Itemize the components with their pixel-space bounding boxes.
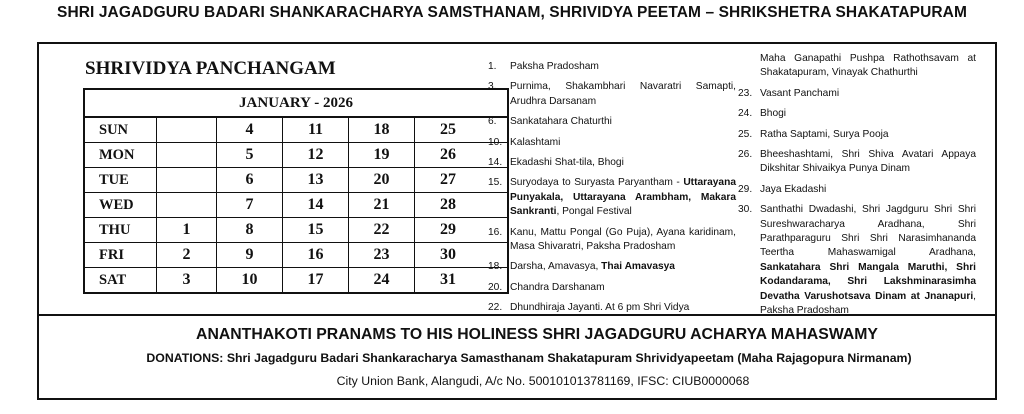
- event-continuation: [738, 52, 976, 81]
- calendar-date-cell: 14: [283, 193, 349, 217]
- calendar-day-label: THU: [85, 218, 157, 242]
- calendar-row: [85, 118, 507, 143]
- event-date: 15.: [488, 177, 503, 189]
- calendar-date-cell: 23: [349, 243, 415, 267]
- event-item: [738, 183, 976, 197]
- event-item: [488, 226, 736, 255]
- event-text-part: Bhogi: [760, 108, 787, 120]
- event-date: 24.: [738, 108, 753, 120]
- event-text-part: Sankatahara Chaturthi: [510, 116, 612, 128]
- calendar-date-cell: 24: [349, 268, 415, 292]
- event-item: [738, 203, 976, 318]
- calendar-date-cell: 5: [217, 143, 283, 167]
- event-item: [488, 176, 736, 219]
- donations-label: DONATIONS:: [146, 351, 224, 365]
- event-text: [510, 60, 736, 74]
- event-text: [760, 203, 976, 318]
- calendar-row: [85, 243, 507, 268]
- calendar-date-cell: 28: [440, 196, 456, 213]
- calendar-day-label: TUE: [85, 168, 157, 192]
- event-text: [510, 115, 736, 129]
- events-column-2: [738, 52, 976, 325]
- event-date: 6.: [488, 116, 497, 128]
- calendar-date-cell: 16: [283, 243, 349, 267]
- event-text-part: Darsha, Amavasya,: [510, 261, 602, 273]
- event-date: 30.: [738, 204, 753, 216]
- event-text-part: , Paksha Pradosham: [760, 290, 976, 317]
- calendar-date-cell: 18: [349, 118, 415, 142]
- calendar-date-cell: 1: [157, 218, 217, 242]
- pranams-text: ANANTHAKOTI PRANAMS TO HIS HOLINESS SHRI JAGADGURU ACHARYA MAHASWAMY: [196, 326, 878, 343]
- calendar-date-cell: 9: [217, 243, 283, 267]
- event-text-part: Vasant Panchami: [760, 87, 840, 99]
- event-text-part: Kanu, Mattu Pongal (Go Puja), Ayana karidinam, Masa Shivaratri, Paksha Pradosham: [510, 226, 736, 253]
- footer-divider: [39, 314, 995, 316]
- event-text-part: Paksha Pradosham: [510, 61, 599, 72]
- calendar-row: [85, 268, 507, 292]
- event-text: [510, 80, 736, 109]
- event-date: 16.: [488, 226, 503, 238]
- calendar-date-cell: 2: [157, 243, 217, 267]
- event-date: 26.: [738, 149, 753, 161]
- calendar-date-cell: [157, 143, 217, 167]
- event-text-bold: Sankatahara Shri Mangala Maruthi, Shri Kodandarama, Shri Lakshminarasimha Devatha Varushotsava Dinam at Jnanapuri: [760, 261, 976, 302]
- event-item: [738, 87, 976, 101]
- calendar-date-cell: 19: [349, 143, 415, 167]
- calendar-day-label: FRI: [85, 243, 157, 267]
- event-date: 22.: [488, 302, 503, 314]
- events-column-2-list: [738, 87, 976, 319]
- calendar-row: [85, 193, 507, 218]
- calendar-date-cell: 27: [440, 171, 456, 188]
- event-item: [738, 107, 976, 121]
- calendar-date-cell: 26: [440, 146, 456, 163]
- event-date: 18.: [488, 261, 503, 273]
- event-text: [510, 260, 736, 274]
- event-text-part: , Pongal Festival: [556, 206, 632, 218]
- event-date: 29.: [738, 183, 753, 195]
- event-text-part: Suryodaya to Suryasta Paryantham -: [510, 177, 684, 189]
- event-item: [738, 148, 976, 177]
- event-date: 25.: [738, 128, 753, 140]
- calendar-date-cell: [157, 118, 217, 142]
- donations-line: [39, 351, 995, 365]
- calendar-date-cell: 10: [217, 268, 283, 292]
- event-item: [488, 156, 736, 170]
- event-item: [488, 281, 736, 295]
- event-text-part: Dhundhiraja Jayanti. At 6 pm Shri Vidya: [510, 302, 690, 314]
- event-text-part: Santhathi Dwadashi, Shri Jagdguru Shri Shri Sureshwaracharya Aradhana, Shri Parathparaguru Shri Shri Narasimhananda Teertha Mahaswamigal Aradhana,: [760, 204, 976, 259]
- event-date: 23.: [738, 87, 753, 99]
- calendar-date-cell: 21: [349, 193, 415, 217]
- event-text: [510, 281, 736, 295]
- calendar-day-label: WED: [85, 193, 157, 217]
- event-text-part: Purnima, Shakambhari Navaratri Samapti, Arudhra Darsanam: [510, 81, 736, 107]
- calendar-date-cell: 31: [440, 271, 456, 288]
- events-column-1: [488, 60, 736, 322]
- event-item: [738, 128, 976, 142]
- event-text-part: Ekadashi Shat-tila, Bhogi: [510, 157, 624, 169]
- calendar-day-label: MON: [85, 143, 157, 167]
- calendar-row: [85, 143, 507, 168]
- calendar-row: [85, 168, 507, 193]
- event-item: [488, 60, 736, 74]
- calendar-date-cell: 25: [440, 121, 456, 138]
- bank-details: City Union Bank, Alangudi, A/c No. 500101013781169, IFSC: CIUB0000068: [336, 374, 750, 388]
- event-item: [488, 260, 736, 274]
- calendar-date-cell: [157, 168, 217, 192]
- event-text: [760, 128, 976, 142]
- panchangam-frame: [37, 42, 997, 400]
- event-text-part: Ratha Saptami, Surya Pooja: [760, 128, 889, 140]
- calendar-day-label: SUN: [85, 118, 157, 142]
- calendar-date-cell: 13: [283, 168, 349, 192]
- calendar-date-cell: 3: [157, 268, 217, 292]
- calendar-date-cell: [157, 193, 217, 217]
- event-date: 1.: [488, 61, 497, 72]
- calendar-date-cell: 11: [283, 118, 349, 142]
- calendar-month: JANUARY - 2026: [85, 90, 507, 118]
- calendar-date-cell: 17: [283, 268, 349, 292]
- calendar-date-cell: 7: [217, 193, 283, 217]
- event-text: [760, 183, 976, 197]
- event-text: [510, 226, 736, 255]
- event-text: [510, 136, 736, 150]
- calendar-date-cell: 30: [440, 246, 456, 263]
- calendar-table: [83, 88, 509, 294]
- calendar-date-cell: 6: [217, 168, 283, 192]
- event-text: [510, 176, 736, 219]
- calendar-title: SHRIVIDYA PANCHANGAM: [85, 58, 336, 79]
- event-text: [760, 148, 976, 177]
- event-text: Maha Ganapathi Pushpa Rathothsavam at Shakatapuram, Vinayak Chathurthi: [760, 53, 976, 79]
- event-text-bold: Uttarayana Punyakala, Uttarayana Arambham, Makara Sankranti: [510, 177, 736, 218]
- event-text-part: Kalashtami: [510, 136, 561, 148]
- event-text-part: Bheeshashtami, Shri Shiva Avatari Appaya Dikshitar Shivaikya Punya Dinam: [760, 149, 976, 175]
- event-text-part: Chandra Darshanam: [510, 281, 605, 293]
- calendar-date-cell: 15: [283, 218, 349, 242]
- event-date: 10.: [488, 136, 503, 148]
- event-item: [488, 136, 736, 150]
- event-text-part: Jaya Ekadashi: [760, 183, 827, 195]
- event-date: 3.: [488, 81, 497, 93]
- calendar-date-cell: 4: [217, 118, 283, 142]
- calendar-date-cell: 22: [349, 218, 415, 242]
- calendar-grid: [85, 118, 507, 292]
- event-date: 20.: [488, 281, 503, 293]
- donations-text: Shri Jagadguru Badari Shankaracharya Samasthanam Shakatapuram Shrividyapeetam (Maha Rajagopura Nirmanam): [226, 351, 912, 365]
- calendar-date-cell: 12: [283, 143, 349, 167]
- event-text: [760, 87, 976, 101]
- calendar-date-cell: 29: [440, 221, 456, 238]
- event-date: 14.: [488, 157, 503, 169]
- event-text: [760, 107, 976, 121]
- event-text-bold: Thai Amavasya: [601, 261, 675, 273]
- calendar-date-cell: 8: [217, 218, 283, 242]
- event-text: [510, 156, 736, 170]
- calendar-row: [85, 218, 507, 243]
- event-item: [488, 80, 736, 109]
- calendar-day-label: SAT: [85, 268, 157, 292]
- calendar-date-cell: 20: [349, 168, 415, 192]
- page-header-title: SHRI JAGADGURU BADARI SHANKARACHARYA SAMSTHANAM, SHRIVIDYA PEETAM – SHRIKSHETRA SHAKATAPURAM: [57, 4, 967, 21]
- event-item: [488, 115, 736, 129]
